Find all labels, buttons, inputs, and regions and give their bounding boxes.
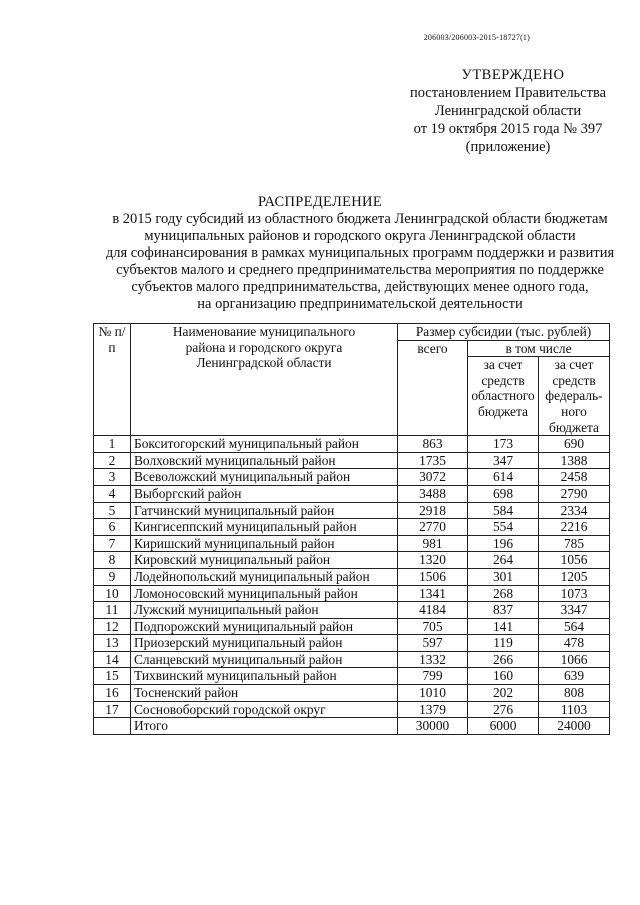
row-number: 17	[94, 701, 131, 718]
row-total: 1506	[398, 568, 468, 585]
table-row	[94, 519, 610, 536]
row-regional: 173	[468, 436, 539, 453]
document-subtitle	[60, 211, 640, 313]
row-number: 2	[94, 452, 131, 469]
subtitle-line: муниципальных районов и городского округа Ленинградской области	[144, 228, 576, 244]
row-regional: 119	[468, 635, 539, 652]
row-district-name: Приозерский муниципальный район	[131, 635, 398, 652]
row-total: 705	[398, 618, 468, 635]
header-including: в том числе	[468, 340, 610, 357]
approval-line-2: Ленинградской области	[434, 103, 582, 119]
row-district-name: Бокситогорский муниципальный район	[131, 436, 398, 453]
total-sum: 30000	[398, 718, 468, 735]
table-row	[94, 668, 610, 685]
row-district-name: Ломоносовский муниципальный район	[131, 585, 398, 602]
total-regional: 6000	[468, 718, 539, 735]
row-federal: 1056	[539, 552, 610, 569]
header-regional: за счет средств областного бюджета	[468, 357, 539, 436]
subtitle-line: на организацию предпринимательской деятельности	[197, 296, 523, 312]
approval-block	[398, 66, 618, 156]
row-district-name: Выборгский район	[131, 485, 398, 502]
row-total: 597	[398, 635, 468, 652]
row-regional: 160	[468, 668, 539, 685]
row-number: 5	[94, 502, 131, 519]
table-row	[94, 552, 610, 569]
total-label: Итого	[131, 718, 398, 735]
row-regional: 264	[468, 552, 539, 569]
row-district-name: Лодейнопольский муниципальный район	[131, 568, 398, 585]
row-federal: 639	[539, 668, 610, 685]
row-total: 981	[398, 535, 468, 552]
row-number: 15	[94, 668, 131, 685]
row-total: 3488	[398, 485, 468, 502]
row-total: 2770	[398, 519, 468, 536]
row-regional: 268	[468, 585, 539, 602]
row-federal: 785	[539, 535, 610, 552]
row-federal: 1205	[539, 568, 610, 585]
row-federal: 564	[539, 618, 610, 635]
table-row	[94, 502, 610, 519]
row-regional: 614	[468, 469, 539, 486]
row-total: 2918	[398, 502, 468, 519]
subtitle-line: субъектов малого предпринимательства, действующих менее одного года,	[131, 279, 589, 295]
row-total: 1379	[398, 701, 468, 718]
row-number: 1	[94, 436, 131, 453]
row-regional: 202	[468, 685, 539, 702]
document-title: РАСПРЕДЕЛЕНИЕ	[258, 194, 382, 210]
row-district-name: Сосновоборский городской округ	[131, 701, 398, 718]
row-district-name: Волховский муниципальный район	[131, 452, 398, 469]
row-regional: 141	[468, 618, 539, 635]
table-row	[94, 701, 610, 718]
table-row	[94, 685, 610, 702]
table-row	[94, 602, 610, 619]
table-row	[94, 485, 610, 502]
row-federal: 2458	[539, 469, 610, 486]
row-number: 4	[94, 485, 131, 502]
row-number: 11	[94, 602, 131, 619]
row-total: 799	[398, 668, 468, 685]
row-number: 6	[94, 519, 131, 536]
row-federal: 1066	[539, 651, 610, 668]
header-federal: за счет средств федераль-ного бюджета	[539, 357, 610, 436]
row-number: 16	[94, 685, 131, 702]
row-total: 3072	[398, 469, 468, 486]
table-row	[94, 568, 610, 585]
row-federal: 3347	[539, 602, 610, 619]
row-number: 9	[94, 568, 131, 585]
row-district-name: Тихвинский муниципальный район	[131, 668, 398, 685]
row-federal: 2790	[539, 485, 610, 502]
row-federal: 1388	[539, 452, 610, 469]
table-row	[94, 452, 610, 469]
table-row	[94, 469, 610, 486]
row-regional: 196	[468, 535, 539, 552]
row-total: 1320	[398, 552, 468, 569]
row-number: 10	[94, 585, 131, 602]
row-federal: 690	[539, 436, 610, 453]
subtitle-line: субъектов малого и среднего предпринимательства мероприятия по поддержке	[116, 262, 604, 278]
header-total: всего	[398, 340, 468, 436]
document-id: 206003/206003-2015-18727(1)	[423, 33, 530, 42]
header-size: Размер субсидии (тыс. рублей)	[398, 324, 610, 341]
row-federal: 1103	[539, 701, 610, 718]
row-district-name: Гатчинский муниципальный район	[131, 502, 398, 519]
row-regional: 301	[468, 568, 539, 585]
approval-heading: УТВЕРЖДЕНО	[461, 67, 565, 83]
row-district-name: Тосненский район	[131, 685, 398, 702]
subsidy-table	[93, 323, 610, 735]
row-federal: 478	[539, 635, 610, 652]
total-num-cell	[94, 718, 131, 735]
table-row	[94, 436, 610, 453]
row-regional: 698	[468, 485, 539, 502]
row-number: 7	[94, 535, 131, 552]
row-federal: 2334	[539, 502, 610, 519]
row-district-name: Кингисеппский муниципальный район	[131, 519, 398, 536]
row-total: 1341	[398, 585, 468, 602]
row-regional: 584	[468, 502, 539, 519]
approval-line-3: от 19 октября 2015 года № 397	[413, 121, 603, 137]
row-regional: 554	[468, 519, 539, 536]
row-total: 1332	[398, 651, 468, 668]
row-number: 8	[94, 552, 131, 569]
row-total: 4184	[398, 602, 468, 619]
row-regional: 276	[468, 701, 539, 718]
row-number: 3	[94, 469, 131, 486]
row-number: 12	[94, 618, 131, 635]
subtitle-line: в 2015 году субсидий из областного бюджета Ленинградской области бюджетам	[112, 211, 608, 227]
table-row	[94, 585, 610, 602]
row-district-name: Кировский муниципальный район	[131, 552, 398, 569]
row-regional: 266	[468, 651, 539, 668]
table-row	[94, 618, 610, 635]
row-district-name: Лужский муниципальный район	[131, 602, 398, 619]
row-number: 13	[94, 635, 131, 652]
table-row	[94, 635, 610, 652]
row-district-name: Всеволожский муниципальный район	[131, 469, 398, 486]
subtitle-line: для софинансирования в рамках муниципальных программ поддержки и развития	[105, 245, 615, 261]
row-total: 1735	[398, 452, 468, 469]
row-district-name: Сланцевский муниципальный район	[131, 651, 398, 668]
row-federal: 2216	[539, 519, 610, 536]
table-row	[94, 651, 610, 668]
row-district-name: Подпорожский муниципальный район	[131, 618, 398, 635]
header-num: № п/п	[94, 324, 131, 436]
table-row	[94, 535, 610, 552]
table-total-row	[94, 718, 610, 735]
approval-line-1: постановлением Правительства	[409, 85, 607, 101]
row-federal: 1073	[539, 585, 610, 602]
row-federal: 808	[539, 685, 610, 702]
row-district-name: Киришский муниципальный район	[131, 535, 398, 552]
row-total: 1010	[398, 685, 468, 702]
row-total: 863	[398, 436, 468, 453]
row-regional: 347	[468, 452, 539, 469]
total-federal: 24000	[539, 718, 610, 735]
row-number: 14	[94, 651, 131, 668]
approval-line-4: (приложение)	[465, 139, 551, 155]
row-regional: 837	[468, 602, 539, 619]
header-name: Наименование муниципального района и городского округа Ленинградской области	[131, 324, 398, 436]
